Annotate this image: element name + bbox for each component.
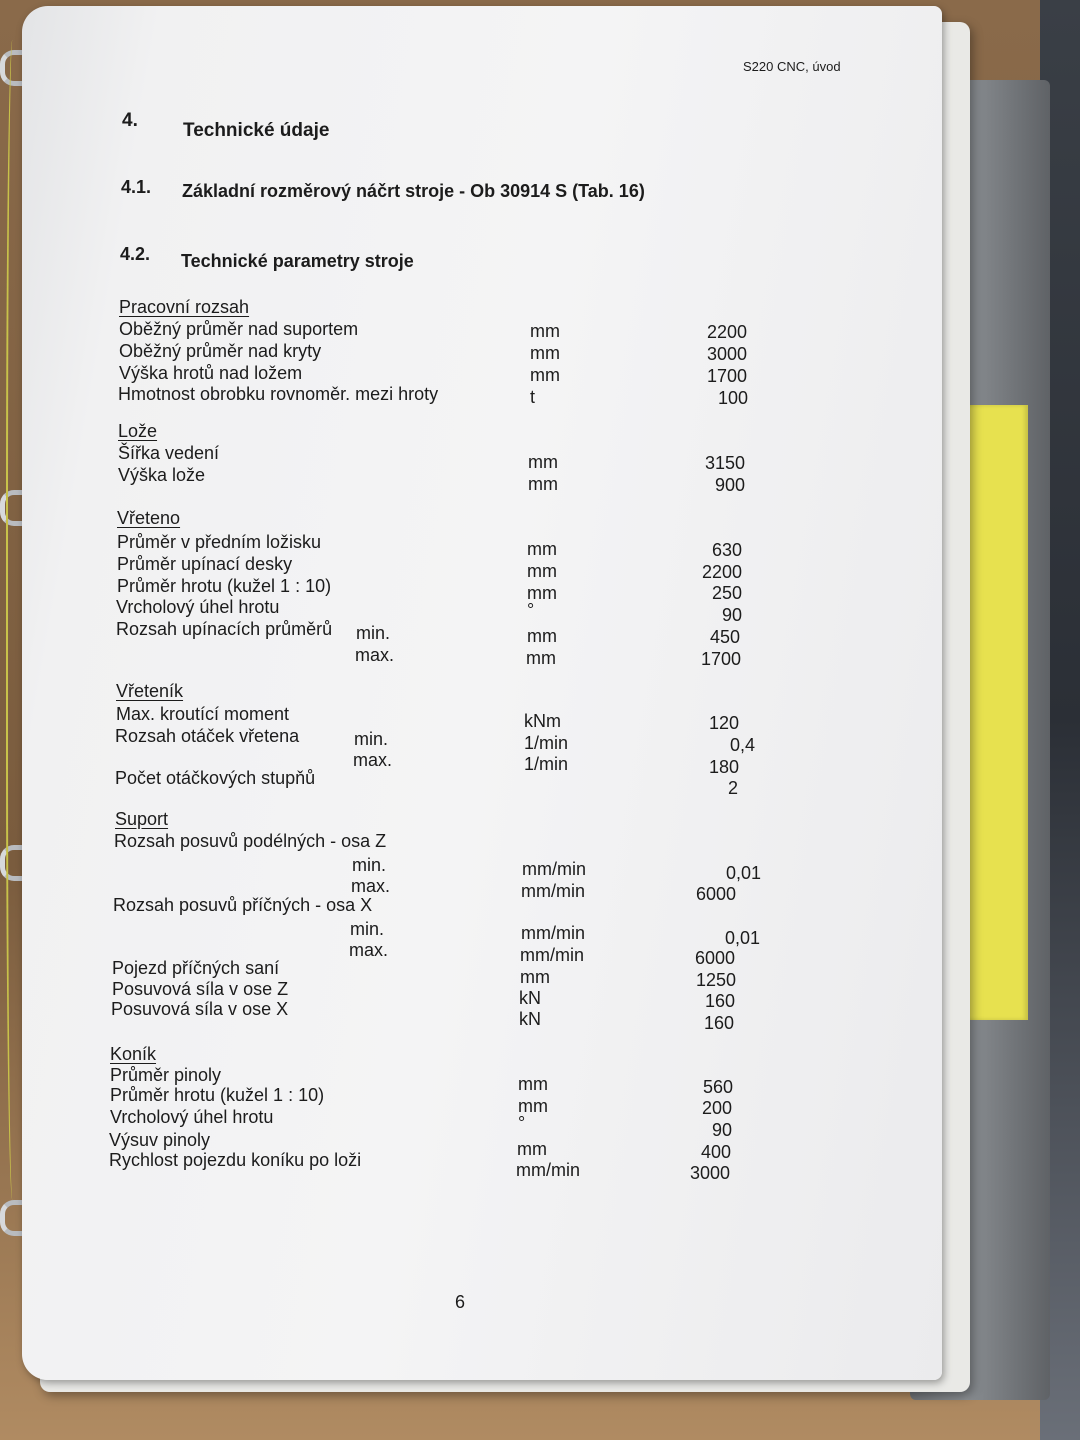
param-label: Rychlost pojezdu koníku po loži [109, 1150, 362, 1170]
param-label: Posuvová síla v ose Z [112, 979, 289, 999]
param-value: 0,01 [725, 928, 761, 948]
param-label: Výsuv pinoly [109, 1130, 211, 1150]
param-label: Rozsah upínacích průměrů [116, 619, 333, 639]
param-unit: mm [528, 452, 558, 472]
param-value: 3000 [690, 1163, 731, 1183]
section-title: Vřeteník [116, 681, 184, 701]
param-label: Oběžný průměr nad suportem [119, 319, 359, 339]
param-value: 90 [722, 605, 743, 625]
param-unit: 1/min [524, 754, 569, 774]
param-sub: min. [352, 855, 387, 875]
param-sub: max. [355, 645, 395, 665]
param-value: 2 [728, 778, 739, 798]
param-unit: mm [530, 321, 560, 341]
param-label: Rozsah posuvů podélných - osa Z [114, 831, 387, 851]
param-label: Počet otáčkových stupňů [115, 768, 316, 788]
heading-title: Základní rozměrový náčrt stroje - Ob 30914 S (Tab. 16) [182, 181, 645, 201]
param-value: 1700 [707, 366, 748, 386]
param-label: Posuvová síla v ose X [111, 999, 289, 1019]
heading-title: Technické údaje [183, 120, 330, 141]
param-unit: ° [527, 600, 535, 620]
param-label: Oběžný průměr nad kryty [119, 341, 322, 361]
param-value: 200 [702, 1098, 733, 1118]
heading-number: 4.1. [121, 177, 152, 197]
param-sub: min. [350, 919, 385, 939]
param-value: 630 [712, 540, 743, 560]
param-unit: mm [518, 1074, 548, 1094]
heading-number: 4. [122, 110, 138, 131]
param-sub: min. [354, 729, 389, 749]
param-value: 1250 [696, 970, 737, 990]
param-unit: t [530, 387, 536, 407]
page-number: 6 [455, 1292, 466, 1312]
param-label: Vrcholový úhel hrotu [116, 597, 280, 617]
param-value: 120 [709, 713, 740, 733]
param-label: Průměr hrotu (kužel 1 : 10) [110, 1085, 325, 1105]
param-value: 0,01 [726, 863, 762, 883]
heading-title: Technické parametry stroje [181, 251, 414, 271]
param-unit: mm/min [520, 945, 584, 965]
param-value: 100 [718, 388, 749, 408]
param-value: 160 [705, 991, 736, 1011]
section-title: Vřeteno [117, 508, 181, 528]
param-value: 2200 [707, 322, 748, 342]
param-unit: mm [520, 967, 550, 987]
param-value: 2200 [702, 562, 743, 582]
param-label: Průměr v předním ložisku [117, 532, 322, 552]
param-value: 0,4 [730, 735, 756, 755]
param-label: Pojezd příčných saní [112, 958, 280, 978]
cable [6, 40, 22, 1200]
param-label: Průměr pinoly [110, 1065, 222, 1085]
param-unit: mm [518, 1096, 548, 1116]
param-label: Výška lože [118, 465, 206, 485]
param-unit: mm [527, 583, 557, 603]
param-unit: mm [527, 561, 557, 581]
param-value: 180 [709, 757, 740, 777]
param-unit: mm [530, 343, 560, 363]
param-unit: mm/min [522, 859, 586, 879]
heading-number: 4.2. [120, 244, 151, 264]
param-value: 1700 [701, 649, 742, 669]
param-unit: mm [527, 539, 557, 559]
param-label: Max. kroutící moment [116, 704, 290, 724]
param-label: Rozsah otáček vřetena [115, 726, 300, 746]
param-value: 3000 [707, 344, 748, 364]
section-title: Lože [118, 421, 158, 441]
param-unit: kN [519, 1009, 541, 1029]
param-label: Vrcholový úhel hrotu [110, 1107, 274, 1127]
param-label: Šířka vedení [118, 443, 220, 463]
section-title: Pracovní rozsah [119, 297, 250, 317]
param-unit: mm [530, 365, 560, 385]
param-sub: max. [351, 876, 391, 896]
param-unit: mm [526, 648, 556, 668]
section-title: Koník [110, 1044, 157, 1064]
section-title: Suport [115, 809, 169, 829]
param-unit: mm [528, 474, 558, 494]
param-unit: 1/min [524, 733, 569, 753]
param-value: 3150 [705, 453, 746, 473]
param-unit: mm/min [516, 1160, 580, 1180]
param-value: 900 [715, 475, 746, 495]
param-value: 250 [712, 583, 743, 603]
param-label: Průměr hrotu (kužel 1 : 10) [117, 576, 332, 596]
param-value: 560 [703, 1077, 734, 1097]
param-unit: ° [518, 1113, 526, 1133]
param-sub: min. [356, 623, 391, 643]
param-label: Hmotnost obrobku rovnoměr. mezi hroty [118, 384, 439, 404]
param-value: 160 [704, 1013, 735, 1033]
param-value: 400 [701, 1142, 732, 1162]
param-label: Rozsah posuvů příčných - osa X [113, 895, 373, 915]
param-unit: mm/min [521, 881, 585, 901]
param-unit: mm/min [521, 923, 585, 943]
param-value: 450 [710, 627, 741, 647]
param-unit: mm [527, 626, 557, 646]
param-sub: max. [349, 940, 389, 960]
param-unit: mm [517, 1139, 547, 1159]
running-head: S220 CNC, úvod [743, 59, 841, 74]
param-label: Průměr upínací desky [117, 554, 293, 574]
param-value: 6000 [695, 948, 736, 968]
param-unit: kN [519, 988, 541, 1008]
param-label: Výška hrotů nad ložem [119, 363, 303, 383]
param-value: 6000 [696, 884, 737, 904]
param-value: 90 [712, 1120, 733, 1140]
param-sub: max. [353, 750, 393, 770]
param-unit: kNm [524, 711, 561, 731]
